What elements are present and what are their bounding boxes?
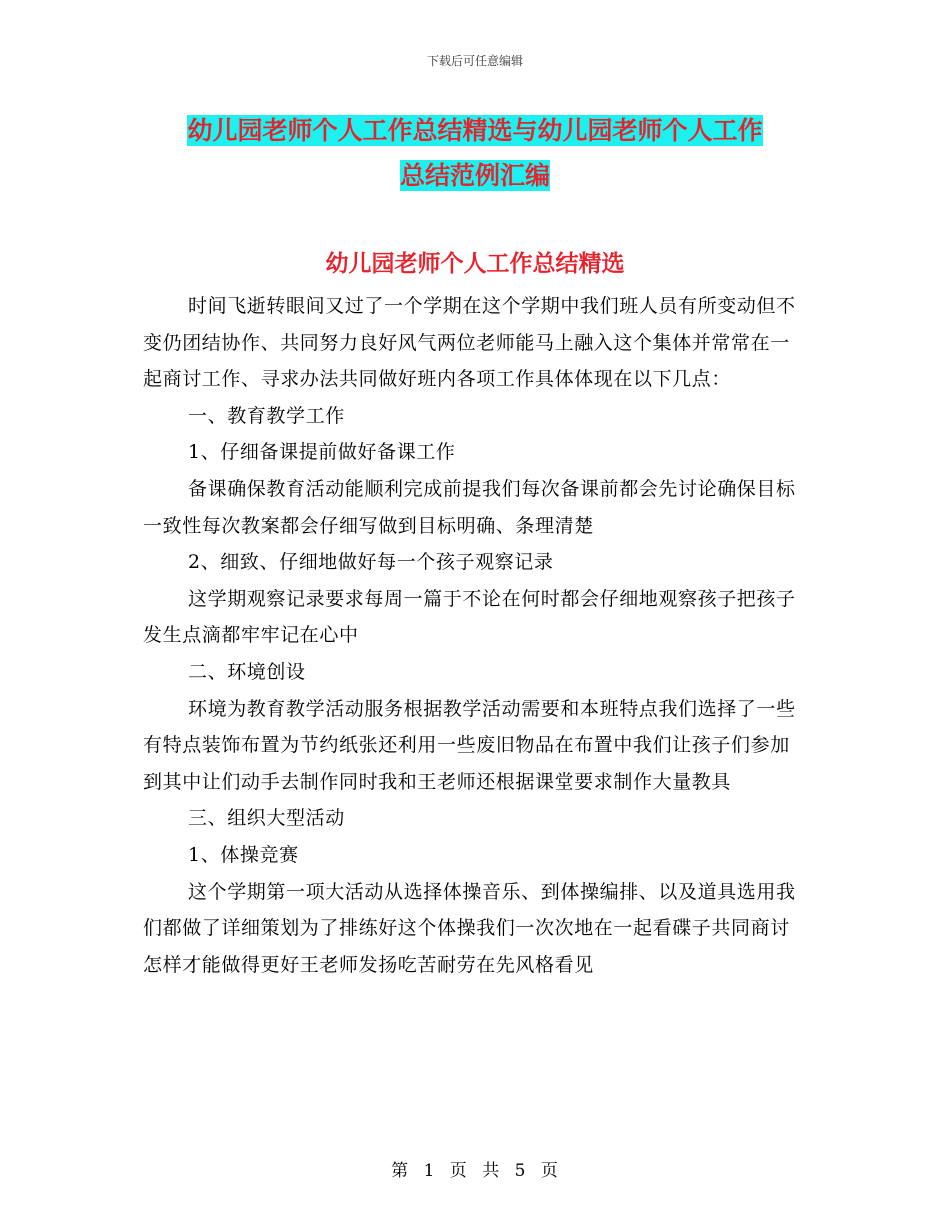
footer-page-label: 第 bbox=[391, 1161, 410, 1181]
paragraph: 这学期观察记录要求每周一篇于不论在何时都会仔细地观察孩子把孩子发生点滴都牢牢记在心中 bbox=[143, 587, 796, 647]
document-title-line1: 幼儿园老师个人工作总结精选与幼儿园老师个人工作 bbox=[187, 116, 763, 145]
section-title: 幼儿园老师个人工作总结精选 bbox=[325, 251, 625, 277]
footer-total-label: 共 bbox=[482, 1161, 501, 1181]
footer-page-number: 1 bbox=[423, 1161, 436, 1181]
paragraph: 环境为教育教学活动服务根据教学活动需要和本班特点我们选择了一些有特点装饰布置为节约纸张还利用一些废旧物品在布置中我们让孩子们参加到其中让们动手去制作同时我和王老师还根据课堂要求制作大量教具 bbox=[143, 697, 796, 793]
heading-environment: 二、环境创设 bbox=[188, 660, 306, 683]
paragraph: 时间飞逝转眼间又过了一个学期在这个学期中我们班人员有所变动但不变仍团结协作、共同努力良好风气两位老师能马上融入这个集体并常常在一起商讨工作、寻求办法共同做好班内各项工作具体体现在以下几点： bbox=[143, 295, 796, 391]
footer-total-number: 5 bbox=[514, 1161, 527, 1181]
heading-activities: 三、组织大型活动 bbox=[188, 807, 345, 830]
page-header-note: 下载后可任意编辑 bbox=[426, 54, 523, 68]
document-body bbox=[143, 288, 803, 983]
subheading-lesson-prep: 1、仔细备课提前做好备课工作 bbox=[188, 441, 456, 464]
subheading-observation: 2、细致、仔细地做好每一个孩子观察记录 bbox=[188, 551, 554, 574]
document-title-line2: 总结范例汇编 bbox=[399, 161, 550, 190]
footer-total-unit: 页 bbox=[540, 1161, 559, 1181]
subheading-gymnastics: 1、体操竞赛 bbox=[188, 843, 299, 866]
paragraph: 这个学期第一项大活动从选择体操音乐、到体操编排、以及道具选用我们都做了详细策划为了排练好这个体操我们一次次地在一起看碟子共同商讨怎样才能做得更好王老师发扬吃苦耐劳在先风格看见 bbox=[143, 880, 796, 976]
page-footer bbox=[0, 1156, 950, 1181]
document-title bbox=[145, 108, 805, 198]
heading-education: 一、教育教学工作 bbox=[188, 404, 345, 427]
footer-page-unit: 页 bbox=[449, 1161, 468, 1181]
paragraph: 备课确保教育活动能顺利完成前提我们每次备课前都会先讨论确保目标一致性每次教案都会仔细写做到目标明确、条理清楚 bbox=[143, 477, 796, 537]
